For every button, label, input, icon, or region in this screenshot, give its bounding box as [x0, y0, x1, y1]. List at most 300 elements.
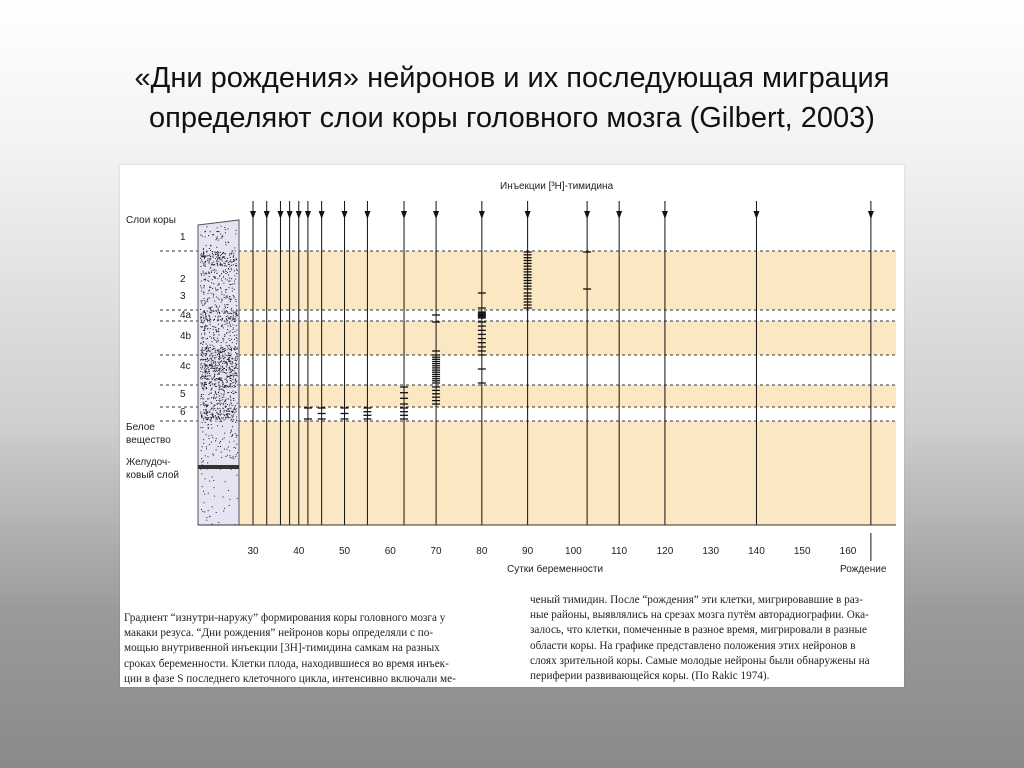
cortex-stipple-dot — [229, 405, 230, 406]
cortex-stipple-dot — [209, 316, 210, 317]
cortex-stipple-dot — [221, 403, 222, 404]
layer-label-6: 6 — [180, 407, 186, 418]
x-tick-label: 40 — [293, 546, 305, 557]
cortex-stipple-dot — [236, 343, 237, 344]
cortex-stipple-dot — [206, 419, 207, 420]
cortex-stipple-dot — [234, 296, 235, 297]
cortex-stipple-dot — [220, 319, 221, 320]
cortex-stipple-dot — [203, 341, 204, 342]
cortex-stipple-dot — [216, 342, 217, 343]
cortex-stipple-dot — [231, 415, 232, 416]
cortex-stipple-dot — [202, 356, 203, 357]
cortex-stipple-dot — [207, 378, 208, 379]
cortex-stipple-dot — [235, 250, 236, 251]
cortex-stipple-dot — [234, 270, 235, 271]
cortex-stipple-dot — [200, 258, 201, 259]
cortex-stipple-dot — [234, 321, 235, 322]
cortex-stipple-dot — [207, 373, 208, 374]
cortex-stipple-dot — [208, 308, 209, 309]
cortex-stipple-dot — [202, 347, 203, 348]
cortex-stipple-dot — [236, 454, 237, 455]
cortex-stipple-dot — [201, 416, 202, 417]
cortex-stipple-dot — [225, 399, 226, 400]
cortex-stipple-dot — [230, 361, 231, 362]
cortex-stipple-dot — [201, 300, 202, 301]
cortex-stipple-dot — [210, 420, 211, 421]
cortex-stipple-dot — [206, 406, 207, 407]
cortex-stipple-dot — [210, 355, 211, 356]
cortex-stipple-dot — [217, 425, 218, 426]
cortex-stipple-dot — [233, 414, 234, 415]
cortex-stipple-dot — [211, 402, 212, 403]
cortex-stipple-dot — [207, 462, 208, 463]
cortex-stipple-dot — [201, 255, 202, 256]
cortex-stipple-dot — [228, 447, 229, 448]
cortex-stipple-dot — [229, 367, 230, 368]
cortex-stipple-dot — [214, 358, 215, 359]
cortex-stipple-dot — [207, 255, 208, 256]
cortex-stipple-dot — [216, 254, 217, 255]
cortex-stipple-dot — [201, 415, 202, 416]
cortex-stipple-dot — [218, 374, 219, 375]
cortex-stipple-dot — [209, 373, 210, 374]
cortex-stipple-dot — [221, 254, 222, 255]
cortex-stipple-dot — [234, 412, 235, 413]
cortex-stipple-dot — [217, 413, 218, 414]
cortex-stipple-dot — [223, 368, 224, 369]
cortex-stipple-dot — [217, 231, 218, 232]
cortex-stipple-dot — [224, 420, 225, 421]
cortex-stipple-dot — [227, 258, 228, 259]
cortex-stipple-dot — [213, 234, 214, 235]
cortex-stipple-dot — [228, 312, 229, 313]
cortex-stipple-dot — [219, 385, 220, 386]
cortex-stipple-dot — [229, 332, 230, 333]
cortex-stipple-dot — [234, 368, 235, 369]
cortex-stipple-dot — [223, 370, 224, 371]
cortex-stipple-dot — [212, 356, 213, 357]
cortex-stipple-dot — [236, 411, 237, 412]
cortex-stipple-dot — [214, 326, 215, 327]
cortex-stipple-dot — [215, 258, 216, 259]
cortex-stipple-dot — [202, 366, 203, 367]
cortex-stipple-dot — [209, 375, 210, 376]
cortex-stipple-dot — [211, 293, 212, 294]
cortex-stipple-dot — [224, 437, 225, 438]
cortex-stipple-dot — [219, 418, 220, 419]
caption-right-line-4: области коры. На графике представлено положения этих нейронов в — [530, 639, 856, 652]
cortex-stipple-dot — [208, 375, 209, 376]
cortex-stipple-dot — [213, 480, 214, 481]
layer-labels — [126, 215, 192, 481]
cortex-stipple-dot — [222, 383, 223, 384]
cortex-stipple-dot — [203, 330, 204, 331]
cortex-stipple-dot — [231, 349, 232, 350]
cortex-stipple-dot — [212, 413, 213, 414]
cortex-stipple-dot — [222, 386, 223, 387]
cortex-stipple-dot — [227, 363, 228, 364]
cortex-stipple-dot — [206, 371, 207, 372]
cortex-stipple-dot — [203, 317, 204, 318]
cortex-stipple-dot — [223, 351, 224, 352]
cortex-stipple-dot — [232, 332, 233, 333]
cortex-stipple-dot — [225, 324, 226, 325]
cortex-stipple-dot — [201, 354, 202, 355]
cortex-stipple-dot — [202, 261, 203, 262]
cortex-stipple-dot — [217, 374, 218, 375]
cortex-stipple-dot — [216, 306, 217, 307]
cortex-stipple-dot — [206, 517, 207, 518]
cortex-stipple-dot — [231, 354, 232, 355]
cortex-stipple-dot — [204, 257, 205, 258]
cortex-stipple-dot — [224, 385, 225, 386]
cortex-stipple-dot — [211, 358, 212, 359]
cortex-stipple-dot — [233, 253, 234, 254]
cortex-stipple-dot — [202, 387, 203, 388]
cortex-stipple-dot — [213, 297, 214, 298]
cortex-stipple-dot — [203, 311, 204, 312]
cortex-stipple-dot — [202, 422, 203, 423]
cortex-stipple-dot — [228, 281, 229, 282]
cortex-stipple-dot — [222, 265, 223, 266]
injection-arrow — [616, 211, 622, 219]
cortex-stipple-dot — [209, 273, 210, 274]
cortex-stipple-dot — [231, 381, 232, 382]
cortex-stipple-dot — [219, 306, 220, 307]
cortex-stipple-dot — [217, 378, 218, 379]
cortex-stipple-dot — [226, 295, 227, 296]
cortex-stipple-dot — [221, 294, 222, 295]
cortex-stipple-dot — [228, 386, 229, 387]
cortex-stipple-dot — [225, 269, 226, 270]
cortex-stipple-dot — [213, 349, 214, 350]
cortex-stipple-dot — [217, 263, 218, 264]
cortex-stipple-dot — [233, 327, 234, 328]
cortex-stipple-dot — [218, 261, 219, 262]
cortex-stipple-dot — [202, 236, 203, 237]
cortex-stipple-dot — [216, 247, 217, 248]
cortex-stipple-dot — [215, 340, 216, 341]
cortex-stipple-dot — [209, 290, 210, 291]
cortex-stipple-dot — [228, 269, 229, 270]
cortex-stipple-dot — [233, 348, 234, 349]
cortex-stipple-dot — [204, 386, 205, 387]
cortex-stipple-dot — [207, 412, 208, 413]
cortex-stipple-dot — [208, 371, 209, 372]
cortex-stipple-dot — [236, 349, 237, 350]
cortex-stipple-dot — [218, 257, 219, 258]
cortex-stipple-dot — [221, 393, 222, 394]
cortex-stipple-dot — [206, 434, 207, 435]
cortex-stipple-dot — [230, 335, 231, 336]
cortex-stipple-dot — [203, 265, 204, 266]
cortex-stipple-dot — [217, 278, 218, 279]
cortex-stipple-dot — [205, 302, 206, 303]
cortex-stipple-dot — [233, 313, 234, 314]
cortex-stipple-dot — [233, 318, 234, 319]
cortex-stipple-dot — [227, 404, 228, 405]
cortex-stipple-dot — [211, 421, 212, 422]
cortex-stipple-dot — [229, 317, 230, 318]
cortex-stipple-dot — [213, 455, 214, 456]
cortex-stipple-dot — [217, 341, 218, 342]
layer-band — [239, 251, 896, 310]
cortex-stipple-dot — [207, 411, 208, 412]
cortex-stipple-dot — [222, 348, 223, 349]
cortex-stipple-dot — [235, 230, 236, 231]
cortex-stipple-dot — [228, 416, 229, 417]
cortex-stipple-dot — [231, 469, 232, 470]
cortex-stipple-dot — [204, 311, 205, 312]
cortex-stipple-dot — [222, 399, 223, 400]
cortex-stipple-dot — [235, 448, 236, 449]
cortex-stipple-dot — [214, 277, 215, 278]
cortex-stipple-dot — [205, 318, 206, 319]
cortex-stipple-dot — [231, 419, 232, 420]
cortex-stipple-dot — [225, 229, 226, 230]
cortex-stipple-dot — [229, 414, 230, 415]
cortex-stipple-dot — [229, 369, 230, 370]
cortex-stipple-dot — [213, 295, 214, 296]
cortex-stipple-dot — [202, 323, 203, 324]
cortex-stipple-dot — [226, 261, 227, 262]
cortex-stipple-dot — [216, 412, 217, 413]
cortex-stipple-dot — [204, 382, 205, 383]
cortex-stipple-dot — [210, 258, 211, 259]
cortex-stipple-dot — [222, 280, 223, 281]
cortex-stipple-dot — [221, 273, 222, 274]
cortex-stipple-dot — [223, 414, 224, 415]
cortex-stipple-dot — [203, 409, 204, 410]
cortex-stipple-dot — [231, 436, 232, 437]
cortex-stipple-dot — [218, 317, 219, 318]
cortex-stipple-dot — [214, 301, 215, 302]
cortex-stipple-dot — [211, 397, 212, 398]
cortex-stipple-dot — [201, 254, 202, 255]
cortex-stipple-dot — [211, 359, 212, 360]
cortex-stipple-dot — [236, 360, 237, 361]
cortex-stipple-dot — [210, 267, 211, 268]
cortex-stipple-dot — [202, 511, 203, 512]
cortex-stipple-dot — [226, 271, 227, 272]
cortex-stipple-dot — [212, 366, 213, 367]
cortex-stipple-dot — [213, 293, 214, 294]
cortex-stipple-dot — [202, 376, 203, 377]
cortex-stipple-dot — [212, 379, 213, 380]
cortex-stipple-dot — [230, 375, 231, 376]
cortex-stipple-dot — [214, 379, 215, 380]
cortex-stipple-dot — [207, 319, 208, 320]
cortex-stipple-dot — [215, 277, 216, 278]
cortex-stipple-dot — [221, 320, 222, 321]
cortex-stipple-dot — [204, 300, 205, 301]
cortex-stipple-dot — [207, 325, 208, 326]
cortex-stipple-dot — [231, 431, 232, 432]
cortex-stipple-dot — [231, 254, 232, 255]
cortex-stipple-dot — [221, 226, 222, 227]
cortex-stipple-dot — [236, 335, 237, 336]
cortex-stipple-dot — [214, 357, 215, 358]
cortex-stipple-dot — [237, 435, 238, 436]
cortex-stipple-dot — [212, 408, 213, 409]
cortex-stipple-dot — [216, 270, 217, 271]
cortex-stipple-dot — [219, 257, 220, 258]
cortex-stipple-dot — [220, 252, 221, 253]
cortex-stipple-dot — [224, 263, 225, 264]
cortex-stipple-dot — [201, 273, 202, 274]
cortex-stipple-dot — [205, 417, 206, 418]
cortex-stipple-dot — [214, 384, 215, 385]
cortex-stipple-dot — [237, 338, 238, 339]
cortex-stipple-dot — [232, 342, 233, 343]
cortex-stipple-dot — [236, 374, 237, 375]
cortex-stipple-dot — [219, 364, 220, 365]
cortex-stipple-dot — [236, 435, 237, 436]
cortex-stipple-dot — [225, 253, 226, 254]
cortex-stipple-dot — [226, 369, 227, 370]
cortex-stipple-dot — [202, 349, 203, 350]
cortex-stipple-dot — [236, 437, 237, 438]
cortex-stipple-dot — [206, 364, 207, 365]
layer-label-vz: ковый слой — [126, 470, 180, 481]
birth-label: Рождение — [840, 564, 887, 575]
cortex-stipple-dot — [232, 251, 233, 252]
cortex-stipple-dot — [222, 318, 223, 319]
cortex-stipple-dot — [208, 367, 209, 368]
cortex-stipple-dot — [205, 231, 206, 232]
cortex-stipple-dot — [230, 384, 231, 385]
cortex-stipple-dot — [236, 392, 237, 393]
cortex-stipple-dot — [202, 300, 203, 301]
cortex-stipple-dot — [212, 360, 213, 361]
cortex-stipple-dot — [215, 362, 216, 363]
cortex-stipple-dot — [205, 264, 206, 265]
cortex-stipple-dot — [234, 373, 235, 374]
cortex-stipple-dot — [234, 339, 235, 340]
cortex-stipple-dot — [224, 297, 225, 298]
cortex-stipple-dot — [206, 369, 207, 370]
cortex-stipple-dot — [209, 444, 210, 445]
x-tick-label: 30 — [247, 546, 259, 557]
cortex-stipple-dot — [210, 358, 211, 359]
cortex-stipple-dot — [218, 349, 219, 350]
cortex-stipple-dot — [231, 262, 232, 263]
cortex-stipple-dot — [219, 401, 220, 402]
cortex-stipple-dot — [208, 456, 209, 457]
injection-arrow — [250, 211, 256, 219]
neurogenesis-chart — [120, 165, 904, 605]
cortex-stipple-dot — [234, 408, 235, 409]
cortex-stipple-dot — [209, 420, 210, 421]
injection-arrow — [525, 211, 531, 219]
cortex-stipple-dot — [218, 408, 219, 409]
cortex-stipple-dot — [204, 275, 205, 276]
cortex-stipple-dot — [223, 404, 224, 405]
cortex-stipple-dot — [229, 360, 230, 361]
cortex-stipple-dot — [205, 237, 206, 238]
cortex-stipple-dot — [208, 350, 209, 351]
cortex-stipple-dot — [224, 311, 225, 312]
cortex-stipple-dot — [218, 446, 219, 447]
cortex-stipple-dot — [223, 358, 224, 359]
cortex-stipple-dot — [217, 365, 218, 366]
cortex-stipple-dot — [216, 394, 217, 395]
cortex-stipple-dot — [212, 415, 213, 416]
cortex-stipple-dot — [236, 475, 237, 476]
cortex-stipple-dot — [201, 394, 202, 395]
cortex-stipple-dot — [220, 408, 221, 409]
cortex-stipple-dot — [216, 378, 217, 379]
x-tick-label: 140 — [748, 546, 765, 557]
cortex-stipple-dot — [218, 252, 219, 253]
cortex-stipple-dot — [232, 417, 233, 418]
cortex-stipple-dot — [223, 341, 224, 342]
cortex-stipple-dot — [215, 368, 216, 369]
cortex-stipple-dot — [206, 368, 207, 369]
cortex-stipple-dot — [200, 316, 201, 317]
cortex-stipple-dot — [222, 352, 223, 353]
cortex-stipple-dot — [215, 415, 216, 416]
cortex-stipple-dot — [221, 378, 222, 379]
cortex-stipple-dot — [226, 414, 227, 415]
cortex-stipple-dot — [206, 351, 207, 352]
cortex-stipple-dot — [205, 404, 206, 405]
cortex-stipple-dot — [221, 361, 222, 362]
cortex-stipple-dot — [208, 394, 209, 395]
cortex-stipple-dot — [220, 415, 221, 416]
cortex-stipple-dot — [233, 416, 234, 417]
layer-label-vz: Желудоч- — [126, 457, 171, 468]
cortex-stipple-dot — [224, 295, 225, 296]
cortex-stipple-dot — [201, 385, 202, 386]
cortex-stipple-dot — [215, 440, 216, 441]
cortex-stipple-dot — [232, 361, 233, 362]
cortex-stipple-dot — [225, 307, 226, 308]
cortex-stipple-dot — [213, 417, 214, 418]
cortex-stipple-dot — [233, 379, 234, 380]
cortex-stipple-dot — [207, 299, 208, 300]
cortex-stipple-dot — [222, 397, 223, 398]
cortex-stipple-dot — [220, 366, 221, 367]
cortex-stipple-dot — [205, 375, 206, 376]
cortex-stipple-dot — [234, 393, 235, 394]
cortex-stipple-dot — [231, 278, 232, 279]
cortex-stipple-dot — [218, 392, 219, 393]
cortex-stipple-dot — [206, 273, 207, 274]
cortex-stipple-dot — [200, 427, 201, 428]
cortex-stipple-dot — [236, 305, 237, 306]
cortex-stipple-dot — [215, 363, 216, 364]
cortex-stipple-dot — [204, 304, 205, 305]
x-tick-label: 110 — [611, 546, 628, 557]
cortex-stipple-dot — [202, 359, 203, 360]
cortex-stipple-dot — [210, 410, 211, 411]
injection-arrow — [479, 211, 485, 219]
cortex-stipple-dot — [231, 310, 232, 311]
cortex-stipple-dot — [233, 421, 234, 422]
cortex-stipple-dot — [205, 349, 206, 350]
cortex-stipple-dot — [225, 244, 226, 245]
cortex-stipple-dot — [216, 397, 217, 398]
cortex-stipple-dot — [233, 311, 234, 312]
cortex-stipple-dot — [204, 368, 205, 369]
cortex-stipple-dot — [227, 414, 228, 415]
cortex-stipple-dot — [211, 338, 212, 339]
cortex-stipple-dot — [217, 320, 218, 321]
cortex-stipple-dot — [234, 247, 235, 248]
cortex-stipple-dot — [214, 319, 215, 320]
cortex-stipple-dot — [201, 369, 202, 370]
